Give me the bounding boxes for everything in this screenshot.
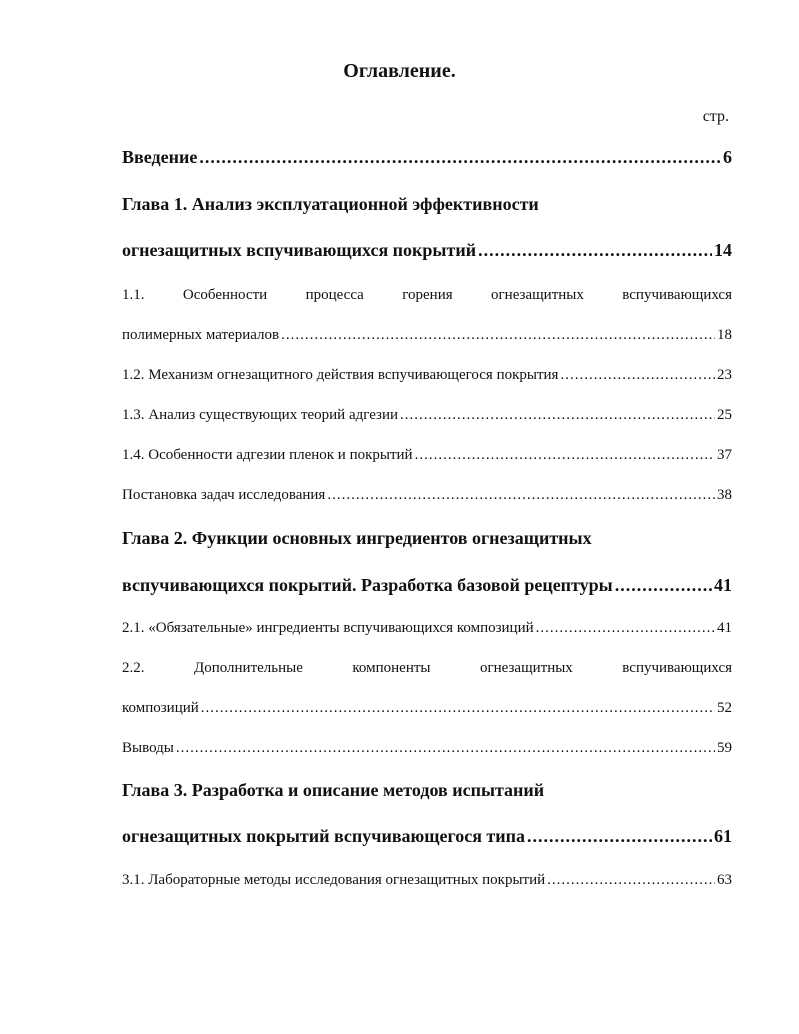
page-title: Оглавление. (343, 60, 456, 82)
toc-entry-chapter-3-line-1: Глава 3. Разработка и описание методов испытаний (122, 780, 545, 800)
page-column-label: стр. (702, 108, 729, 125)
toc-entry-1-4: 1.4. Особенности адгезии пленок и покрытий ..... 37 (122, 447, 732, 464)
toc-entry-chapter-2-line-2: вспучивающихся покрытий. Разработка базовой рецептуры ..... 41 (122, 575, 732, 596)
toc-entry-chapter-1-line-2: огнезащитных вспучивающихся покрытий ..... 14 (122, 240, 732, 261)
toc-entry-2-2-line-2: композиций ..... 52 (122, 700, 732, 717)
toc-entry-conclusions: Выводы ..... 59 (122, 740, 732, 757)
toc-entry-chapter-2-line-1: Глава 2. Функции основных ингредиентов огнезащитных (122, 528, 592, 548)
toc-entry-chapter-1-line-1: Глава 1. Анализ эксплуатационной эффективности (122, 194, 539, 214)
toc-entry-2-1: 2.1. «Обязательные» ингредиенты вспучивающихся композиций ..... 41 (122, 620, 732, 637)
toc-entry-research-tasks: Постановка задач исследования ..... 38 (122, 487, 732, 504)
toc-entry-introduction: Введение ..... 6 (122, 147, 732, 168)
toc-entry-1-2: 1.2. Механизм огнезащитного действия вспучивающегося покрытия ..... 23 (122, 367, 732, 384)
toc-entry-chapter-3-line-2: огнезащитных покрытий вспучивающегося типа ..... 61 (122, 826, 732, 847)
toc-entry-1-3: 1.3. Анализ существующих теорий адгезии ..... 25 (122, 407, 732, 424)
toc-entry-3-1: 3.1. Лабораторные методы исследования огнезащитных покрытий ..... 63 (122, 872, 732, 889)
toc-entry-2-2-line-1: 2.2. Дополнительные компоненты огнезащитных вспучивающихся (122, 660, 732, 676)
toc-entry-1-1-line-1: 1.1. Особенности процесса горения огнезащитных вспучивающихся (122, 287, 732, 303)
toc-entry-1-1-line-2: полимерных материалов ..... 18 (122, 327, 732, 344)
